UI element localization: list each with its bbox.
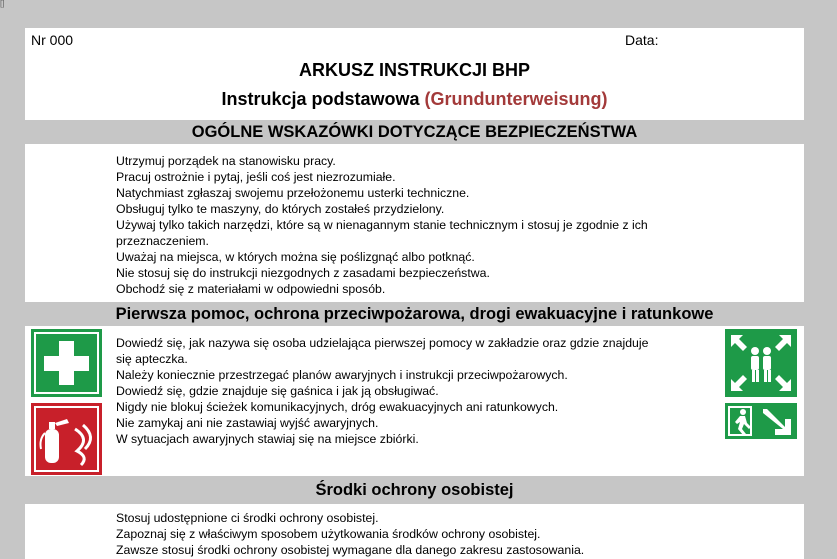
list-item: Nie zamykaj ani nie zastawiaj wyjść awaryjnych.	[116, 416, 379, 430]
section-heading-first-aid: Pierwsza pomoc, ochrona przeciwpożarowa, drogi ewakuacyjne i ratunkowe	[25, 302, 804, 326]
instruction-sheet	[25, 28, 804, 559]
list-item: Zawsze stosuj środki ochrony osobistej wymagane dla danego zakresu zastosowania.	[116, 543, 585, 557]
ppe-list	[116, 510, 584, 558]
list-item: W sytuacjach awaryjnych stawiaj się na miejsce zbiórki.	[116, 432, 419, 446]
emergency-exit-icon	[725, 403, 797, 439]
first-aid-list	[116, 335, 648, 447]
list-item: Natychmiast zgłaszaj swojemu przełożonemu usterki techniczne.	[116, 186, 470, 200]
list-item: Dowiedź się, gdzie znajduje się gaśnica i jak ją obsługiwać.	[116, 384, 439, 398]
section-heading-ppe: Środki ochrony osobistej	[25, 476, 804, 504]
date-label: Data:	[625, 32, 659, 48]
subtitle-main: Instrukcja podstawowa	[221, 89, 420, 109]
list-item: Uważaj na miejsca, w których można się poślizgnąć albo potknąć.	[116, 250, 475, 264]
fire-extinguisher-icon	[31, 403, 102, 475]
list-item: Obsługuj tylko te maszyny, do których zostałeś przydzielony.	[116, 202, 445, 216]
list-item: się apteczka.	[116, 352, 188, 366]
list-item: Używaj tylko takich narzędzi, które są w nienagannym stanie technicznym i stosuj je zgodnie z ich	[116, 218, 648, 232]
list-item: Zapoznaj się z właściwym sposobem użytkowania środków ochrony osobistej.	[116, 527, 541, 541]
page-subtitle	[25, 89, 804, 110]
first-aid-icon	[31, 329, 102, 397]
subtitle-german: (Grundunterweisung)	[424, 89, 608, 109]
list-item: Nigdy nie blokuj ścieżek komunikacyjnych, dróg ewakuacyjnych ani ratunkowych.	[116, 400, 559, 414]
document-number: Nr 000	[31, 32, 74, 48]
corner-mark: []	[0, 0, 5, 8]
list-item: Obchodź się z materiałami w odpowiedni sposób.	[116, 282, 386, 296]
list-item: Utrzymuj porządek na stanowisku pracy.	[116, 154, 336, 168]
section-ppe	[25, 504, 804, 559]
list-item: Należy koniecznie przestrzegać planów awaryjnych i instrukcji przeciwpożarowych.	[116, 368, 568, 382]
list-item: Stosuj udostępnione ci środki ochrony osobistej.	[116, 511, 379, 525]
section-general	[25, 144, 804, 302]
section-first-aid	[25, 326, 804, 476]
header-block	[25, 28, 804, 120]
assembly-point-icon	[725, 329, 797, 397]
list-item: Pracuj ostrożnie i pytaj, jeśli coś jest niezrozumiałe.	[116, 170, 396, 184]
section-heading-general: OGÓLNE WSKAZÓWKI DOTYCZĄCE BEZPIECZEŃSTWA	[25, 120, 804, 144]
list-item: przeznaczeniem.	[116, 234, 209, 248]
list-item: Dowiedź się, jak nazywa się osoba udzielająca pierwszej pomocy w zakładzie oraz gdzie znajduje	[116, 336, 649, 350]
general-list	[116, 153, 648, 297]
list-item: Nie stosuj się do instrukcji niezgodnych z zasadami bezpieczeństwa.	[116, 266, 490, 280]
page-title: ARKUSZ INSTRUKCJI BHP	[298, 60, 530, 80]
